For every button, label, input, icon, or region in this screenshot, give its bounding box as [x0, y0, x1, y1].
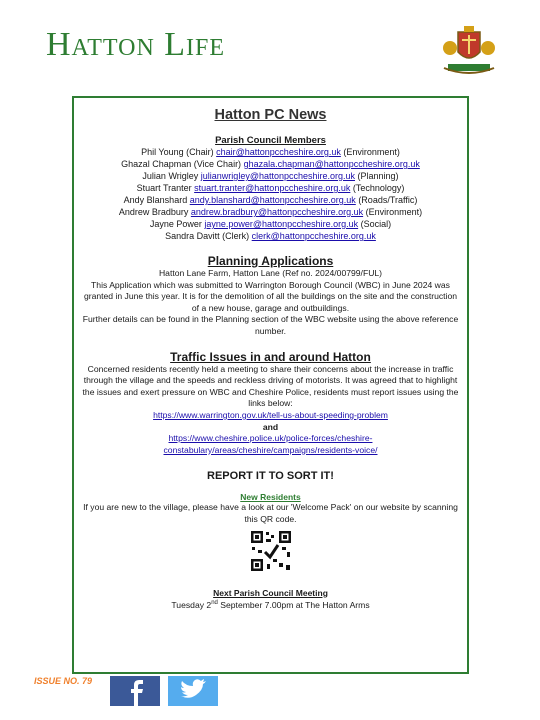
planning-heading: Planning Applications: [207, 254, 334, 268]
member-email-link[interactable]: andrew.bradbury@hattonpccheshire.org.uk: [190, 207, 364, 217]
issue-number: ISSUE NO. 79: [34, 676, 93, 686]
planning-body: This Application which was submitted to Warrington Borough Council (WBC) in June 2024 was granted in June this year. It is for the demolition of all the buildings on the site and the construction of a new house, garage and outbuildings.: [83, 279, 458, 313]
member-row: Sandra Davitt (Clerk) clerk@hattonpccheshire.org.uk: [165, 231, 376, 241]
member-email-link[interactable]: jayne.power@hattonpccheshire.org.uk: [204, 219, 359, 229]
qr-code-icon[interactable]: [249, 529, 293, 573]
facebook-icon[interactable]: [110, 676, 160, 706]
next-meeting-heading: Next Parish Council Meeting: [213, 587, 328, 598]
member-email-link[interactable]: andy.blanshard@hattonpccheshire.org.uk: [189, 195, 356, 205]
member-row: Phil Young (Chair) chair@hattonpccheshire.org.uk (Environment): [141, 147, 400, 157]
warrington-link[interactable]: https://www.warrington.gov.uk/tell-us-about-speeding-problem: [153, 409, 388, 420]
and-text: and: [262, 421, 279, 432]
cheshire-police-link-cont[interactable]: constabulary/areas/cheshire/campaigns/residents-voice/: [163, 444, 378, 455]
traffic-heading: Traffic Issues in and around Hatton: [170, 349, 371, 364]
cheshire-police-link[interactable]: https://www.cheshire.police.uk/police-forces/cheshire-: [168, 433, 373, 444]
member-row: Jayne Power jayne.power@hattonpccheshire.org.uk (Social): [149, 219, 392, 229]
planning-further: Further details can be found in the Planning section of the WBC website using the above reference number.: [82, 314, 459, 336]
members-heading: Parish Council Members: [215, 135, 326, 146]
masthead-title: Hatton Life: [46, 26, 226, 63]
member-row: Julian Wrigley julianwrigley@hattonpccheshire.org.uk (Planning): [142, 171, 399, 181]
member-row: Andrew Bradbury andrew.bradbury@hattonpccheshire.org.uk (Environment): [118, 207, 423, 217]
planning-ref: Hatton Lane Farm, Hatton Lane (Ref no. 2024/00799/FUL): [158, 268, 383, 278]
new-residents-body: If you are new to the village, please have a look at our 'Welcome Pack' on our website by scanning this QR code.: [83, 502, 458, 524]
member-email-link[interactable]: ghazala.chapman@hattonpccheshire.org.uk: [243, 159, 420, 169]
traffic-body: Concerned residents recently held a meeting to share their concerns about the increase in traffic through the village and the speeds and reckless driving of motorists. It was agreed that to highlight the issues and exert pressure on WBC and Cheshire Police, residents must report issues using the links below:: [82, 363, 459, 409]
member-email-link[interactable]: clerk@hattonpccheshire.org.uk: [251, 231, 376, 241]
report-slogan: REPORT IT TO SORT IT!: [207, 470, 334, 483]
council-crest-icon: [440, 22, 498, 76]
news-title: Hatton PC News: [214, 107, 327, 123]
member-email-link[interactable]: stuart.tranter@hattonpccheshire.org.uk: [194, 183, 351, 193]
twitter-icon[interactable]: [168, 676, 218, 706]
next-meeting-details: Tuesday 2nd September 7.00pm at The Hatton Arms: [171, 599, 370, 610]
members-list: [74, 146, 467, 242]
member-email-link[interactable]: chair@hattonpccheshire.org.uk: [216, 147, 341, 157]
news-box: [72, 96, 469, 674]
member-email-link[interactable]: julianwrigley@hattonpccheshire.org.uk: [200, 171, 356, 181]
member-row: Stuart Tranter stuart.tranter@hattonpccheshire.org.uk (Technology): [136, 183, 405, 193]
member-row: Ghazal Chapman (Vice Chair) ghazala.chapman@hattonpccheshire.org.uk: [121, 159, 420, 169]
new-residents-heading: New Residents: [240, 492, 301, 503]
member-row: Andy Blanshard andy.blanshard@hattonpccheshire.org.uk (Roads/Traffic): [123, 195, 418, 205]
